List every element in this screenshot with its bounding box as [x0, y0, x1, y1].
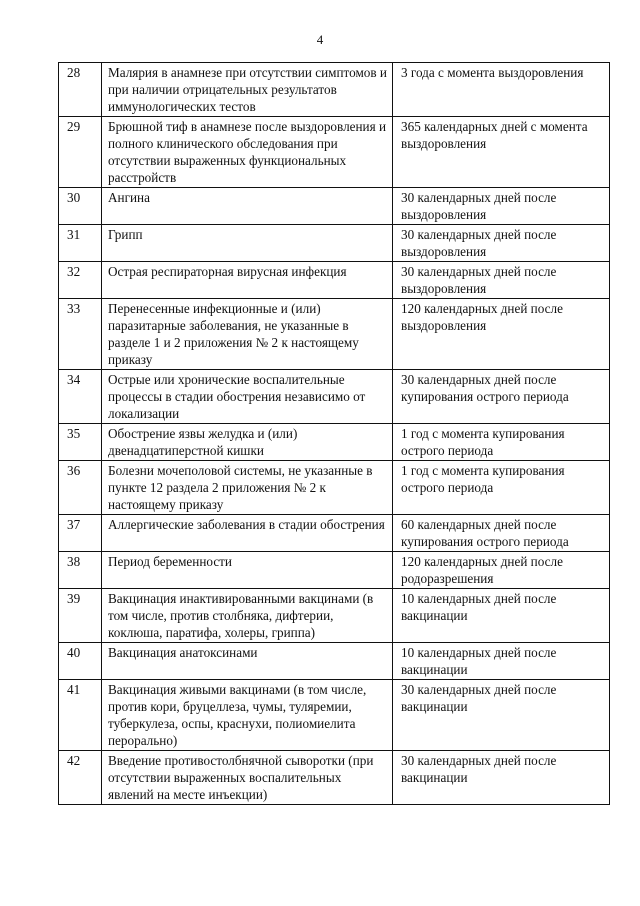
condition-cell: Аллергические заболевания в стадии обострения: [102, 515, 393, 552]
row-number: 31: [59, 225, 102, 262]
condition-cell: Острые или хронические воспалительные процессы в стадии обострения независимо от локализации: [102, 370, 393, 424]
condition-cell: Малярия в анамнезе при отсутствии симптомов и при наличии отрицательных результатов иммунологических тестов: [102, 63, 393, 117]
row-number: 40: [59, 643, 102, 680]
table-row: [59, 117, 610, 188]
deferral-term-cell: 1 год с момента купирования острого периода: [393, 424, 610, 461]
row-number: 30: [59, 188, 102, 225]
condition-cell: Острая респираторная вирусная инфекция: [102, 262, 393, 299]
table-row: [59, 225, 610, 262]
table-row: [59, 63, 610, 117]
condition-cell: Обострение язвы желудка и (или) двенадцатиперстной кишки: [102, 424, 393, 461]
row-number: 39: [59, 589, 102, 643]
condition-cell: Вакцинация живыми вакцинами (в том числе, против кори, бруцеллеза, чумы, туляремии, туберкулеза, оспы, краснухи, полиомиелита перорально): [102, 680, 393, 751]
table-row: [59, 589, 610, 643]
deferral-term-cell: 60 календарных дней после купирования острого периода: [393, 515, 610, 552]
condition-cell: Период беременности: [102, 552, 393, 589]
condition-cell: Вакцинация анатоксинами: [102, 643, 393, 680]
table-row: [59, 262, 610, 299]
deferral-term-cell: 120 календарных дней после выздоровления: [393, 299, 610, 370]
row-number: 38: [59, 552, 102, 589]
table-row: [59, 515, 610, 552]
table-row: [59, 424, 610, 461]
deferral-term-cell: 1 год с момента купирования острого периода: [393, 461, 610, 515]
row-number: 37: [59, 515, 102, 552]
deferral-term-cell: 30 календарных дней после вакцинации: [393, 751, 610, 805]
condition-cell: Вакцинация инактивированными вакцинами (в том числе, против столбняка, дифтерии, коклюша, паратифа, холеры, гриппа): [102, 589, 393, 643]
condition-cell: Перенесенные инфекционные и (или) паразитарные заболевания, не указанные в разделе 1 и 2 приложения № 2 к настоящему приказу: [102, 299, 393, 370]
table-row: [59, 188, 610, 225]
table-row: [59, 680, 610, 751]
page-number: 4: [316, 32, 324, 47]
deferral-term-cell: 3 года с момента выздоровления: [393, 63, 610, 117]
condition-cell: Ангина: [102, 188, 393, 225]
deferral-term-cell: 365 календарных дней с момента выздоровления: [393, 117, 610, 188]
deferral-term-cell: 30 календарных дней после выздоровления: [393, 225, 610, 262]
row-number: 42: [59, 751, 102, 805]
condition-cell: Введение противостолбнячной сыворотки (при отсутствии выраженных воспалительных явлений на месте инъекции): [102, 751, 393, 805]
table-row: [59, 552, 610, 589]
row-number: 33: [59, 299, 102, 370]
deferral-term-cell: 10 календарных дней после вакцинации: [393, 589, 610, 643]
table-row: [59, 370, 610, 424]
deferral-term-cell: 10 календарных дней после вакцинации: [393, 643, 610, 680]
row-number: 29: [59, 117, 102, 188]
table-row: [59, 461, 610, 515]
table-body: [59, 63, 610, 805]
table-row: [59, 299, 610, 370]
deferral-term-cell: 30 календарных дней после выздоровления: [393, 188, 610, 225]
condition-cell: Болезни мочеполовой системы, не указанные в пункте 12 раздела 2 приложения № 2 к настоящему приказу: [102, 461, 393, 515]
row-number: 41: [59, 680, 102, 751]
table-row: [59, 751, 610, 805]
row-number: 34: [59, 370, 102, 424]
deferral-term-cell: 30 календарных дней после выздоровления: [393, 262, 610, 299]
row-number: 35: [59, 424, 102, 461]
deferral-table: [58, 62, 610, 805]
row-number: 36: [59, 461, 102, 515]
condition-cell: Грипп: [102, 225, 393, 262]
deferral-term-cell: 30 календарных дней после вакцинации: [393, 680, 610, 751]
row-number: 32: [59, 262, 102, 299]
deferral-term-cell: 30 календарных дней после купирования острого периода: [393, 370, 610, 424]
condition-cell: Брюшной тиф в анамнезе после выздоровления и полного клинического обследования при отсутствии выраженных функциональных расстройств: [102, 117, 393, 188]
table-row: [59, 643, 610, 680]
deferral-term-cell: 120 календарных дней после родоразрешения: [393, 552, 610, 589]
row-number: 28: [59, 63, 102, 117]
